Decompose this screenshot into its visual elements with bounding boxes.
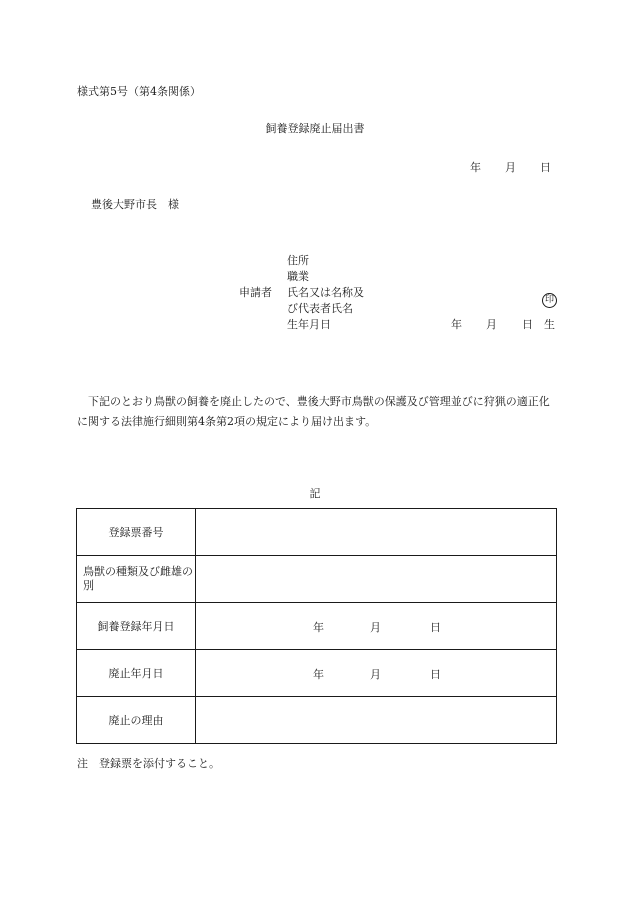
species-sex-field[interactable] [196, 556, 557, 603]
registration-table [76, 508, 557, 744]
occupation-label: 職業 [287, 270, 309, 283]
submission-year-label: 年 [470, 161, 481, 174]
table-row [77, 509, 557, 556]
registration-date-field[interactable] [196, 603, 557, 650]
body-text: 下記のとおり鳥獣の飼養を廃止したので、豊後大野市鳥獣の保護及び管理並びに狩猟の適正化に関する法律施行細則第4条第2項の規定により届け出ます。 [77, 395, 550, 428]
abolition-year-label: 年 [313, 668, 324, 681]
address-label: 住所 [287, 254, 309, 267]
table-row [77, 650, 557, 697]
table-row [77, 603, 557, 650]
abolition-reason-label: 廃止の理由 [77, 697, 196, 744]
abolition-date-field[interactable] [196, 650, 557, 697]
birthdate-label: 生年月日 [287, 318, 331, 331]
registration-number-field[interactable] [196, 509, 557, 556]
document-title: 飼養登録廃止届出書 [265, 122, 365, 135]
registration-day-label: 日 [430, 621, 441, 634]
table-row [77, 697, 557, 744]
seal-mark: 印 [542, 293, 557, 308]
addressee: 豊後大野市長 様 [91, 198, 179, 211]
abolition-date-label: 廃止年月日 [77, 650, 196, 697]
ki-heading: 記 [309, 487, 321, 500]
birth-month-label: 月 [486, 318, 497, 331]
submission-month-label: 月 [505, 161, 516, 174]
birth-year-label: 年 [451, 318, 462, 331]
registration-number-label: 登録票番号 [77, 509, 196, 556]
applicant-label: 申請者 [239, 286, 272, 299]
abolition-month-label: 月 [370, 668, 381, 681]
registration-month-label: 月 [370, 621, 381, 634]
form-number: 様式第5号（第4条関係） [77, 85, 201, 98]
registration-date-label: 飼養登録年月日 [77, 603, 196, 650]
birth-suffix-label: 生 [544, 318, 555, 331]
species-sex-label: 鳥獣の種類及び雌雄の別 [77, 556, 196, 603]
abolition-reason-field[interactable] [196, 697, 557, 744]
note: 注 登録票を添付すること。 [77, 757, 220, 770]
name-label-line2: び代表者氏名 [287, 302, 353, 315]
registration-year-label: 年 [313, 621, 324, 634]
birth-day-label: 日 [522, 318, 533, 331]
abolition-day-label: 日 [430, 668, 441, 681]
name-label-line1: 氏名又は名称及 [287, 286, 364, 299]
table-row [77, 556, 557, 603]
submission-day-label: 日 [540, 161, 551, 174]
